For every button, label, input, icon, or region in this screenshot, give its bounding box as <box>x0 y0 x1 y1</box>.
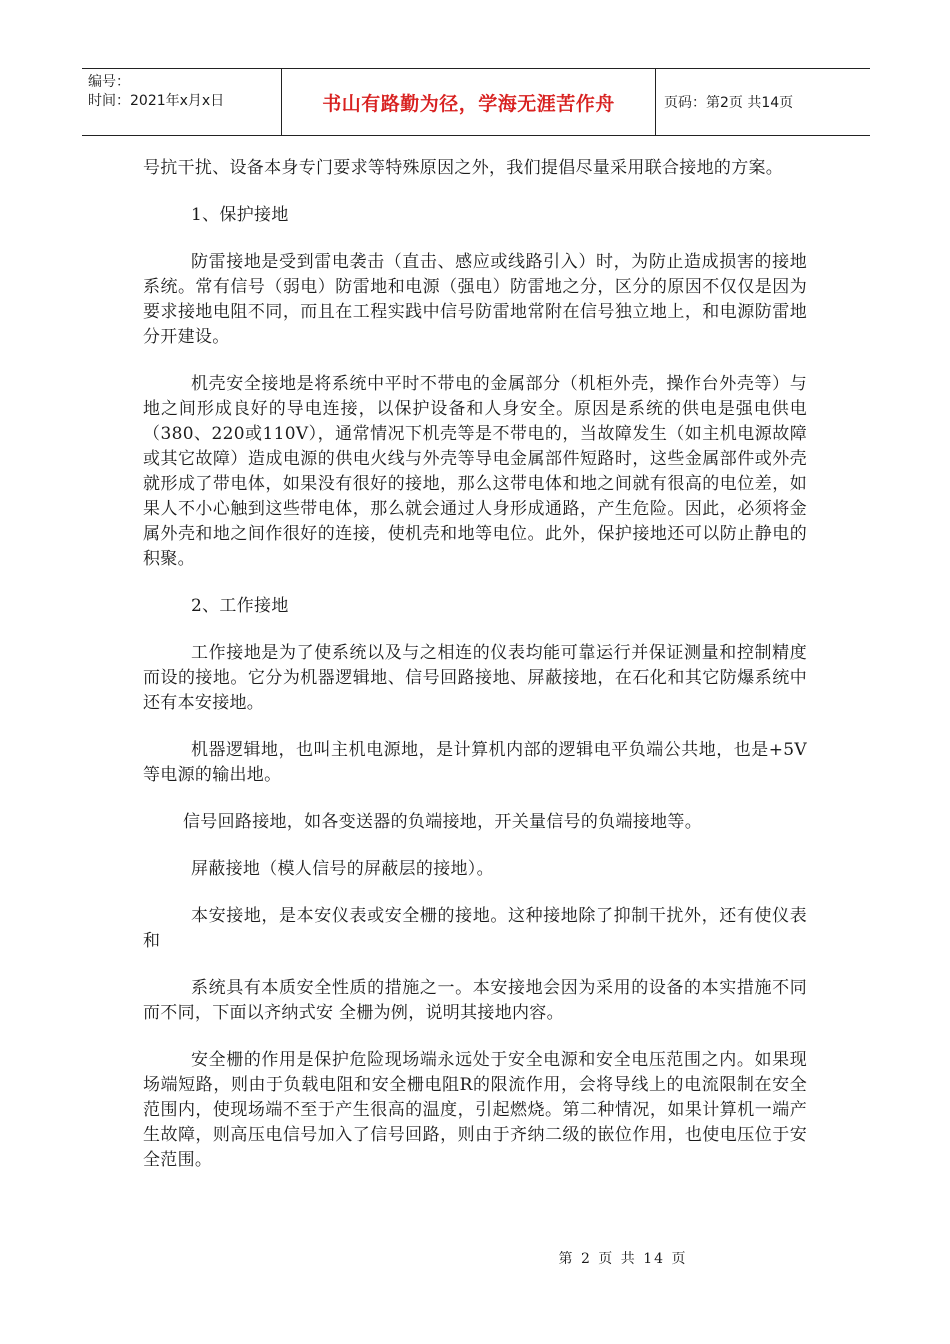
section-heading: 1、保护接地 <box>191 205 289 225</box>
header-meta-cell <box>82 69 282 135</box>
document-body <box>143 156 807 1195</box>
paragraph: 防雷接地是受到雷电袭击（直击、感应或线路引入）时，为防止造成损害的接地系统。常有信号（弱电）防雷地和电源（强电）防雷地之分，区分的原因不仅仅是因为要求接地电阻不同，而且在工程实践中信号防雷地常附在信号独立地上，和电源防雷地分开建设。 <box>143 252 807 347</box>
section-heading: 2、工作接地 <box>191 596 289 616</box>
motto-text: 书山有路勤为径，学海无涯苦作舟 <box>322 92 615 115</box>
footer-page-number: 第 2 页 共 14 页 <box>558 1251 688 1267</box>
paragraph: 机壳安全接地是将系统中平时不带电的金属部分（机柜外壳，操作台外壳等）与地之间形成良好的导电连接，以保护设备和人身安全。原因是系统的供电是强电供电（380、220或110V），通常情况下机壳等是不带电的，当故障发生（如主机电源故障或其它故障）造成电源的供电火线与外壳等导电金属部件短路时，这些金属部件或外壳就形成了带电体，如果没有很好的接地，那么这带电体和地之间就有很高的电位差，如果人不小心触到这些带电体，那么就会通过人身形成通路，产生危险。因此，必须将金属外壳和地之间作很好的连接，使机壳和地等电位。此外，保护接地还可以防止静电的积聚。 <box>143 374 807 569</box>
paragraph: 安全栅的作用是保护危险现场端永远处于安全电源和安全电压范围之内。如果现场端短路，则由于负载电阻和安全栅电阻R的限流作用，会将导线上的电流限制在安全范围内，使现场端不至于产生很高的温度，引起燃烧。第二种情况，如果计算机一端产生故障，则高压电信号加入了信号回路，则由于齐纳二级的嵌位作用，也使电压位于安全范围。 <box>143 1050 807 1170</box>
time-label: 时间：2021年x月x日 <box>88 93 225 109</box>
paragraph: 号抗干扰、设备本身专门要求等特殊原因之外，我们提倡尽量采用联合接地的方案。 <box>143 158 784 178</box>
page-footer <box>0 1248 950 1268</box>
paragraph: 本安接地，是本安仪表或安全栅的接地。这种接地除了抑制干扰外，还有使仪表和 <box>143 906 807 951</box>
paragraph: 机器逻辑地，也叫主机电源地，是计算机内部的逻辑电平负端公共地，也是+5V等电源的输出地。 <box>143 740 807 785</box>
paragraph: 系统具有本质安全性质的措施之一。本安接地会因为采用的设备的本实措施不同而不同，下面以齐纳式安 全栅为例，说明其接地内容。 <box>143 978 807 1023</box>
page-info-cell <box>656 69 870 135</box>
number-label: 编号： <box>88 74 130 90</box>
paragraph: 工作接地是为了使系统以及与之相连的仪表均能可靠运行并保证测量和控制精度而设的接地。它分为机器逻辑地、信号回路接地、屏蔽接地，在石化和其它防爆系统中还有本安接地。 <box>143 643 807 713</box>
header-table <box>82 68 870 136</box>
motto-cell <box>282 69 656 135</box>
paragraph: 屏蔽接地（模人信号的屏蔽层的接地）。 <box>191 859 494 879</box>
page-info: 页码：第2页 共14页 <box>664 95 794 111</box>
paragraph: 信号回路接地，如各变送器的负端接地，开关量信号的负端接地等。 <box>183 812 702 832</box>
